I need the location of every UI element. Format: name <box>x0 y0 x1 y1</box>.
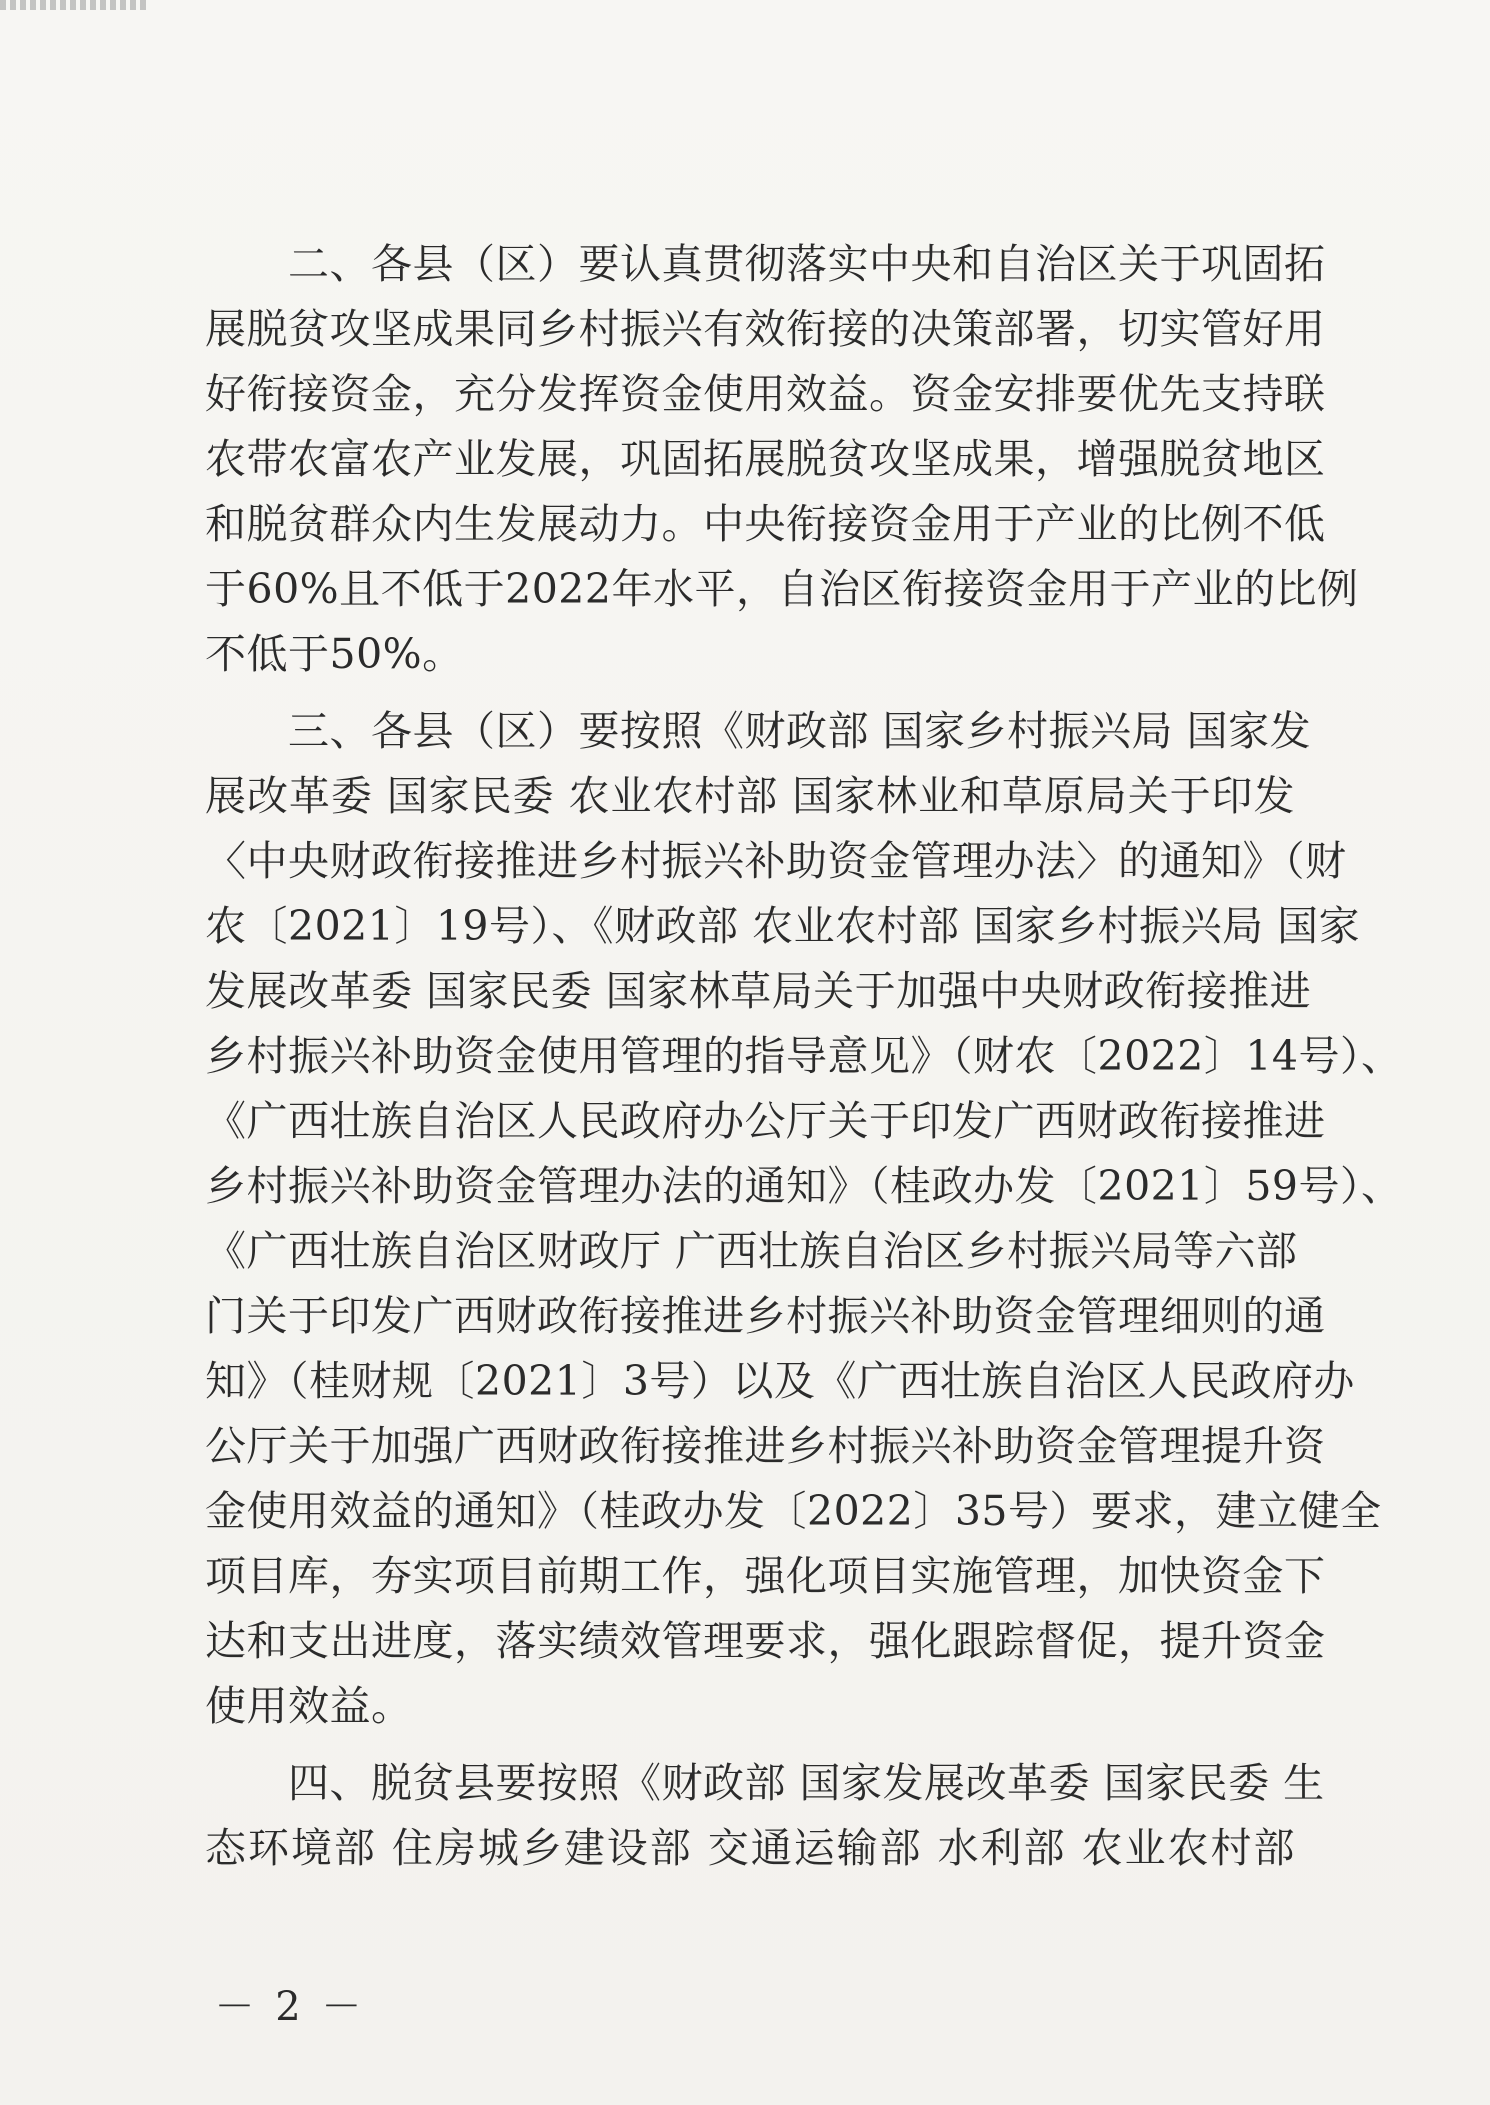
text-line: 态环境部 住房城乡建设部 交通运输部 水利部 农业农村部 <box>205 1824 1295 1872</box>
text-line: 二、各县（区）要认真贯彻落实中央和自治区关于巩固拓 <box>205 240 1326 288</box>
text-line: 农〔2021〕19号）、《财政部 农业农村部 国家乡村振兴局 国家 <box>205 902 1361 950</box>
paragraph-gap <box>205 687 1295 699</box>
text-line: 不低于50%。 <box>205 630 464 678</box>
text-line: 农带农富农产业发展，巩固拓展脱贫攻坚成果，增强脱贫地区 <box>205 435 1326 483</box>
text-line: 乡村振兴补助资金管理办法的通知》（桂政办发〔2021〕59号）、 <box>205 1162 1403 1210</box>
text-line: 三、各县（区）要按照《财政部 国家乡村振兴局 国家发 <box>205 707 1312 755</box>
scan-edge-mark <box>0 0 150 10</box>
text-line: 公厅关于加强广西财政衔接推进乡村振兴补助资金管理提升资 <box>205 1422 1326 1470</box>
paragraph-4 <box>205 1751 1325 1881</box>
text-line: 门关于印发广西财政衔接推进乡村振兴补助资金管理细则的通 <box>205 1292 1326 1340</box>
text-line: 知》（桂财规〔2021〕3号）以及《广西壮族自治区人民政府办 <box>205 1357 1355 1405</box>
paragraph-gap <box>205 1739 1295 1751</box>
text-line: 乡村振兴补助资金使用管理的指导意见》（财农〔2022〕14号）、 <box>205 1032 1403 1080</box>
text-line: 于60%且不低于2022年水平，自治区衔接资金用于产业的比例 <box>205 565 1359 613</box>
document-body <box>205 232 1403 1881</box>
text-line: 《广西壮族自治区人民政府办公厅关于印发广西财政衔接推进 <box>205 1097 1326 1145</box>
paragraph-3 <box>205 699 1403 1739</box>
text-line: 展脱贫攻坚成果同乡村振兴有效衔接的决策部署，切实管好用 <box>205 305 1326 353</box>
text-line: 四、脱贫县要按照《财政部 国家发展改革委 国家民委 生 <box>205 1759 1325 1807</box>
text-line: 发展改革委 国家民委 国家林草局关于加强中央财政衔接推进 <box>205 967 1312 1015</box>
text-line: 展改革委 国家民委 农业农村部 国家林业和草原局关于印发 <box>205 772 1295 820</box>
text-line: 使用效益。 <box>205 1682 413 1730</box>
text-line: 和脱贫群众内生发展动力。中央衔接资金用于产业的比例不低 <box>205 500 1326 548</box>
text-line: 金使用效益的通知》（桂政办发〔2022〕35号）要求，建立健全 <box>205 1487 1382 1535</box>
text-line: 达和支出进度，落实绩效管理要求，强化跟踪督促，提升资金 <box>205 1617 1326 1665</box>
page-number: － 2 － <box>214 1984 366 2030</box>
text-line: 项目库，夯实项目前期工作，强化项目实施管理，加快资金下 <box>205 1552 1326 1600</box>
paragraph-2 <box>205 232 1359 687</box>
text-line: 好衔接资金，充分发挥资金使用效益。资金安排要优先支持联 <box>205 370 1326 418</box>
text-line: 〈中央财政衔接推进乡村振兴补助资金管理办法〉的通知》（财 <box>205 837 1347 885</box>
text-line: 《广西壮族自治区财政厅 广西壮族自治区乡村振兴局等六部 <box>205 1227 1298 1275</box>
